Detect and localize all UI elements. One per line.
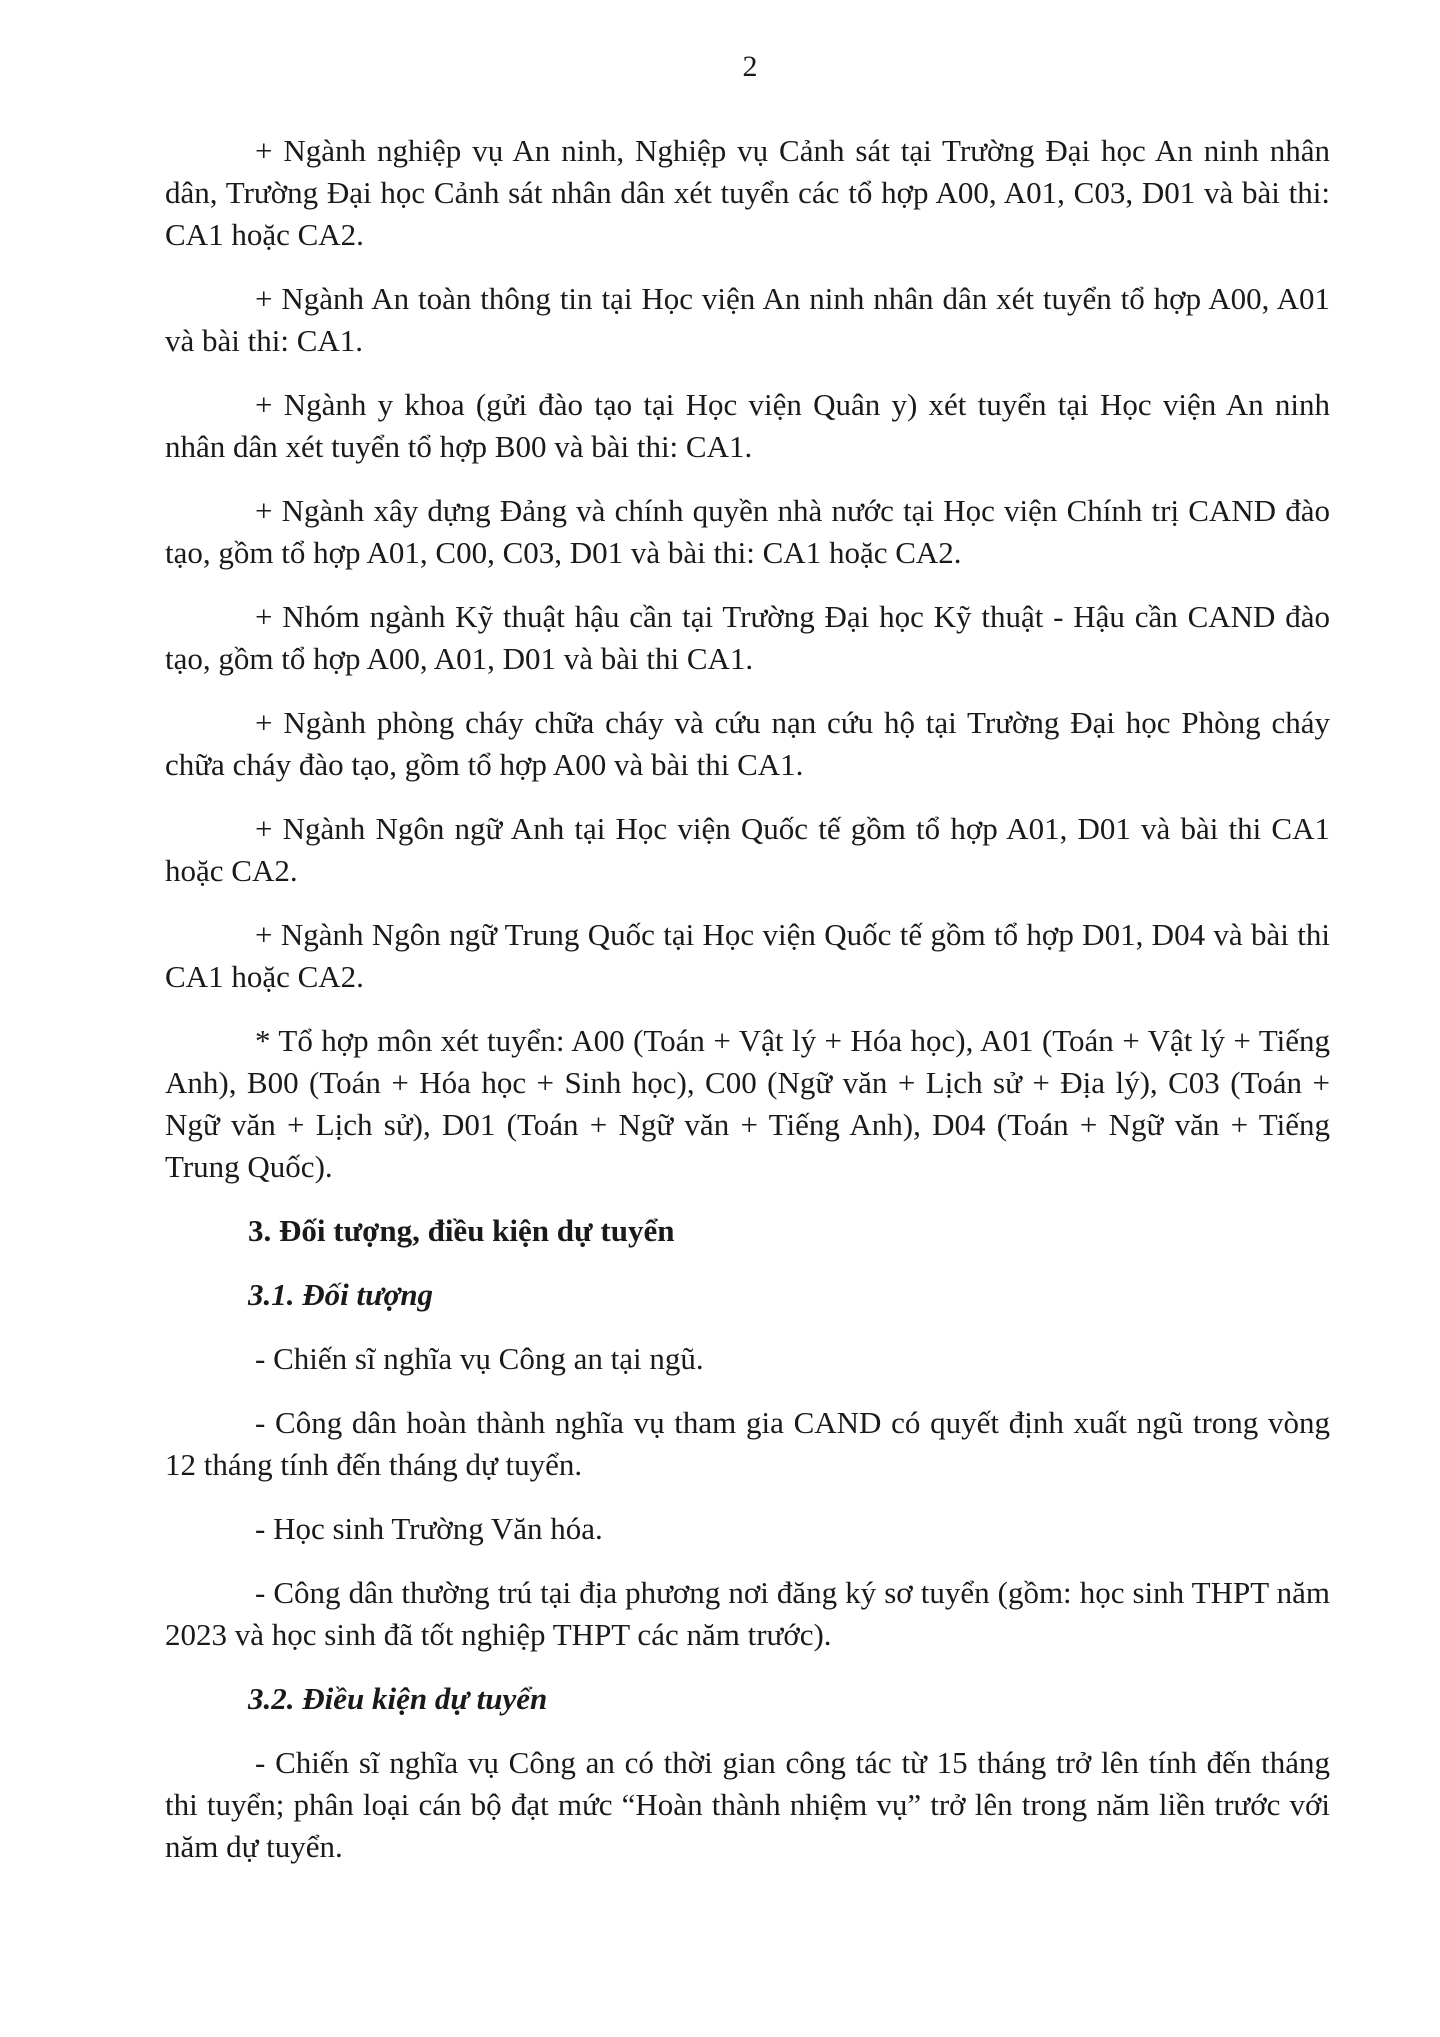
list-item: - Chiến sĩ nghĩa vụ Công an có thời gian công tác từ 15 tháng trở lên tính đến tháng thi tuyển; phân loại cán bộ đạt mức “Hoàn thành nhiệm vụ” trở lên trong năm liền trước với năm dự tuyển.	[165, 1745, 1330, 1864]
section-heading-doi-tuong-dieu-kien: 3. Đối tượng, điều kiện dự tuyển	[248, 1213, 675, 1248]
paragraph-to-hop-mon: * Tổ hợp môn xét tuyển: A00 (Toán + Vật lý + Hóa học), A01 (Toán + Vật lý + Tiếng Anh), B00 (Toán + Hóa học + Sinh học), C00 (Ngữ văn + Lịch sử + Địa lý), C03 (Toán + Ngữ văn + Lịch sử), D01 (Toán + Ngữ văn + Tiếng Anh), D04 (Toán + Ngữ văn + Tiếng Trung Quốc).	[165, 1023, 1330, 1184]
paragraph-ky-thuat-hau-can: + Nhóm ngành Kỹ thuật hậu cần tại Trường Đại học Kỹ thuật - Hậu cần CAND đào tạo, gồm tổ hợp A00, A01, D01 và bài thi CA1.	[165, 599, 1330, 676]
paragraph-ngon-ngu-trung-quoc: + Ngành Ngôn ngữ Trung Quốc tại Học viện Quốc tế gồm tổ hợp D01, D04 và bài thi CA1 hoặc CA2.	[165, 917, 1330, 994]
page-number: 2	[742, 50, 758, 83]
list-item: - Công dân hoàn thành nghĩa vụ tham gia CAND có quyết định xuất ngũ trong vòng 12 tháng tính đến tháng dự tuyển.	[165, 1405, 1330, 1482]
list-item: - Chiến sĩ nghĩa vụ Công an tại ngũ.	[255, 1341, 704, 1376]
paragraph-phong-chay: + Ngành phòng cháy chữa cháy và cứu nạn cứu hộ tại Trường Đại học Phòng cháy chữa cháy đào tạo, gồm tổ hợp A00 và bài thi CA1.	[165, 705, 1330, 782]
list-item: - Học sinh Trường Văn hóa.	[255, 1511, 603, 1546]
subsection-heading-dieu-kien: 3.2. Điều kiện dự tuyển	[248, 1681, 548, 1716]
paragraph-y-khoa: + Ngành y khoa (gửi đào tạo tại Học viện Quân y) xét tuyển tại Học viện An ninh nhân dân xét tuyển tổ hợp B00 và bài thi: CA1.	[165, 387, 1330, 464]
document-body	[165, 130, 1330, 1890]
subsection-heading-doi-tuong: 3.1. Đối tượng	[248, 1277, 434, 1312]
paragraph-xay-dung-dang: + Ngành xây dựng Đảng và chính quyền nhà nước tại Học viện Chính trị CAND đào tạo, gồm tổ hợp A01, C00, C03, D01 và bài thi: CA1 hoặc CA2.	[165, 493, 1330, 570]
paragraph-nghiep-vu-an-ninh: + Ngành nghiệp vụ An ninh, Nghiệp vụ Cảnh sát tại Trường Đại học An ninh nhân dân, Trường Đại học Cảnh sát nhân dân xét tuyển các tổ hợp A00, A01, C03, D01 và bài thi: CA1 hoặc CA2.	[165, 133, 1330, 252]
paragraph-ngon-ngu-anh: + Ngành Ngôn ngữ Anh tại Học viện Quốc tế gồm tổ hợp A01, D01 và bài thi CA1 hoặc CA2.	[165, 811, 1330, 888]
list-item: - Công dân thường trú tại địa phương nơi đăng ký sơ tuyển (gồm: học sinh THPT năm 2023 và học sinh đã tốt nghiệp THPT các năm trước).	[165, 1575, 1330, 1652]
paragraph-an-toan-thong-tin: + Ngành An toàn thông tin tại Học viện An ninh nhân dân xét tuyển tổ hợp A00, A01 và bài thi: CA1.	[165, 281, 1330, 358]
